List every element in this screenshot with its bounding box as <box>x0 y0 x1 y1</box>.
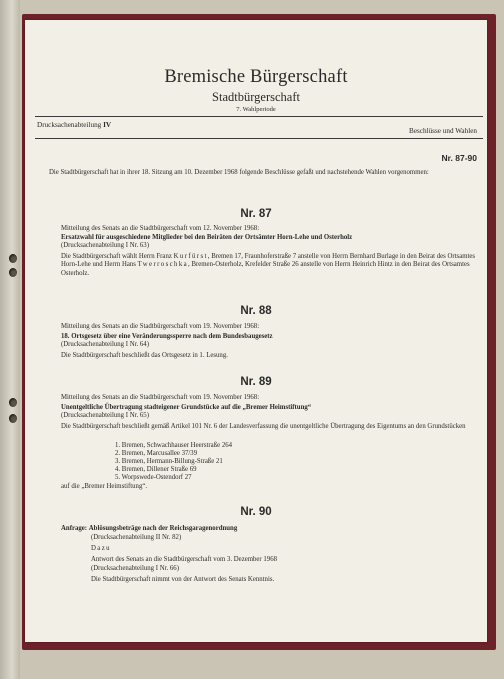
header-rule-top <box>35 116 483 117</box>
nr88-mitteilung: Mitteilung des Senats an die Stadtbürgerschaft vom 19. November 1968: <box>61 323 260 330</box>
nr90-title: Ablösungsbeträge nach der Reichsgaragenordnung <box>88 525 238 532</box>
nr90-anfrage: Anfrage: Ablösungsbeträge nach der Reichsgaragenordnung <box>61 525 238 532</box>
nr90-antwort: Antwort des Senats an die Stadtbürgerschaft vom 3. Dezember 1968 <box>91 556 277 563</box>
binder-ring <box>9 414 17 423</box>
nr87-title: Ersatzwahl für ausgeschiedene Mitglieder bei den Beiräten der Ortsämter Horn-Lehe und Osterholz <box>61 234 353 241</box>
binder-ring <box>9 268 17 277</box>
number-range: Nr. 87-90 <box>441 153 477 163</box>
list-item: 2. Bremen, Marcusallee 37/39 <box>115 449 198 457</box>
election-period: 7. Wahlperiode <box>236 106 276 113</box>
nr88-title: 18. Ortsgesetz über eine Veränderungssperre nach dem Bundesbaugesetz <box>61 333 273 340</box>
nr87-body: Die Stadtbürgerschaft wählt Herrn Franz Kurfürst, Bremen 17, Fraunhoferstraße 7 anstelle von Herrn Bernhard Burlage in den Beirat des Ortsamtes Horn-Lehe und Herrn Hans Twerroschka, Bremen-Osterholz, Krefelder Straße 26 anstelle von Herrn Heinrich Hintz in den Beirat des Ortsamtes Osterholz. <box>61 253 476 277</box>
nr90-reference-2: (Drucksachenabteilung I Nr. 66) <box>91 565 179 572</box>
list-item: 4. Bremen, Dillener Straße 69 <box>115 465 197 473</box>
nr90-heading: Nr. 90 <box>240 506 272 518</box>
binder-ring <box>9 254 17 263</box>
nr89-heading: Nr. 89 <box>240 376 272 388</box>
nr90-reference-1: (Drucksachenabteilung II Nr. 82) <box>91 534 182 541</box>
binder-ring <box>9 398 17 407</box>
binder-spine <box>0 0 20 679</box>
nr87-mitteilung: Mitteilung des Senats an die Stadtbürgerschaft vom 12. November 1968: <box>61 225 260 232</box>
intro-text: Die Stadtbürgerschaft hat in ihrer 18. Sitzung am 10. Dezember 1968 folgende Beschlüsse gefaßt und nachstehende Wahlen vorgenommen: <box>49 169 429 176</box>
section-type: Beschlüsse und Wahlen <box>409 127 477 135</box>
list-item: 5. Worpswede-Ostendorf 27 <box>115 473 192 481</box>
nr88-reference: (Drucksachenabteilung I Nr. 64) <box>61 341 149 348</box>
list-item: 1. Bremen, Schwachhauser Heerstraße 264 <box>115 442 233 449</box>
nr89-body: Die Stadtbürgerschaft beschließt gemäß Artikel 101 Nr. 6 der Landesverfassung die unentgeltliche Übertragung des Eigentums an den Grundstücken <box>61 423 466 430</box>
nr89-closing: auf die „Bremer Heimstiftung“. <box>61 483 148 490</box>
nr87-heading: Nr. 87 <box>240 208 272 220</box>
header-rule-bottom <box>35 138 483 139</box>
nr89-property-list <box>115 442 415 482</box>
nr90-dazu: Dazu <box>91 545 111 552</box>
nr89-reference: (Drucksachenabteilung I Nr. 65) <box>61 412 149 419</box>
document-title: Bremische Bürgerschaft <box>164 67 348 87</box>
nr88-heading: Nr. 88 <box>240 305 272 317</box>
section-label: Drucksachenabteilung IV <box>37 121 112 129</box>
nr87-name-twerroschka: Twerroschka <box>137 261 189 269</box>
list-item: 3. Bremen, Hermann-Billung-Straße 21 <box>115 457 223 465</box>
document-page <box>25 20 487 642</box>
nr89-title: Unentgeltliche Übertragung stadteigener Grundstücke auf die „Bremer Heimstiftung“ <box>61 404 312 411</box>
document-subtitle: Stadtbürgerschaft <box>212 90 300 104</box>
nr88-body: Die Stadtbürgerschaft beschließt das Ortsgesetz in 1. Lesung. <box>61 352 228 359</box>
nr90-body: Die Stadtbürgerschaft nimmt von der Antwort des Senats Kenntnis. <box>91 576 275 583</box>
nr87-name-kurfuerst: Kurfürst <box>173 253 208 260</box>
nr87-reference: (Drucksachenabteilung I Nr. 63) <box>61 242 149 249</box>
nr89-mitteilung: Mitteilung des Senats an die Stadtbürgerschaft vom 19. November 1968: <box>61 394 260 401</box>
